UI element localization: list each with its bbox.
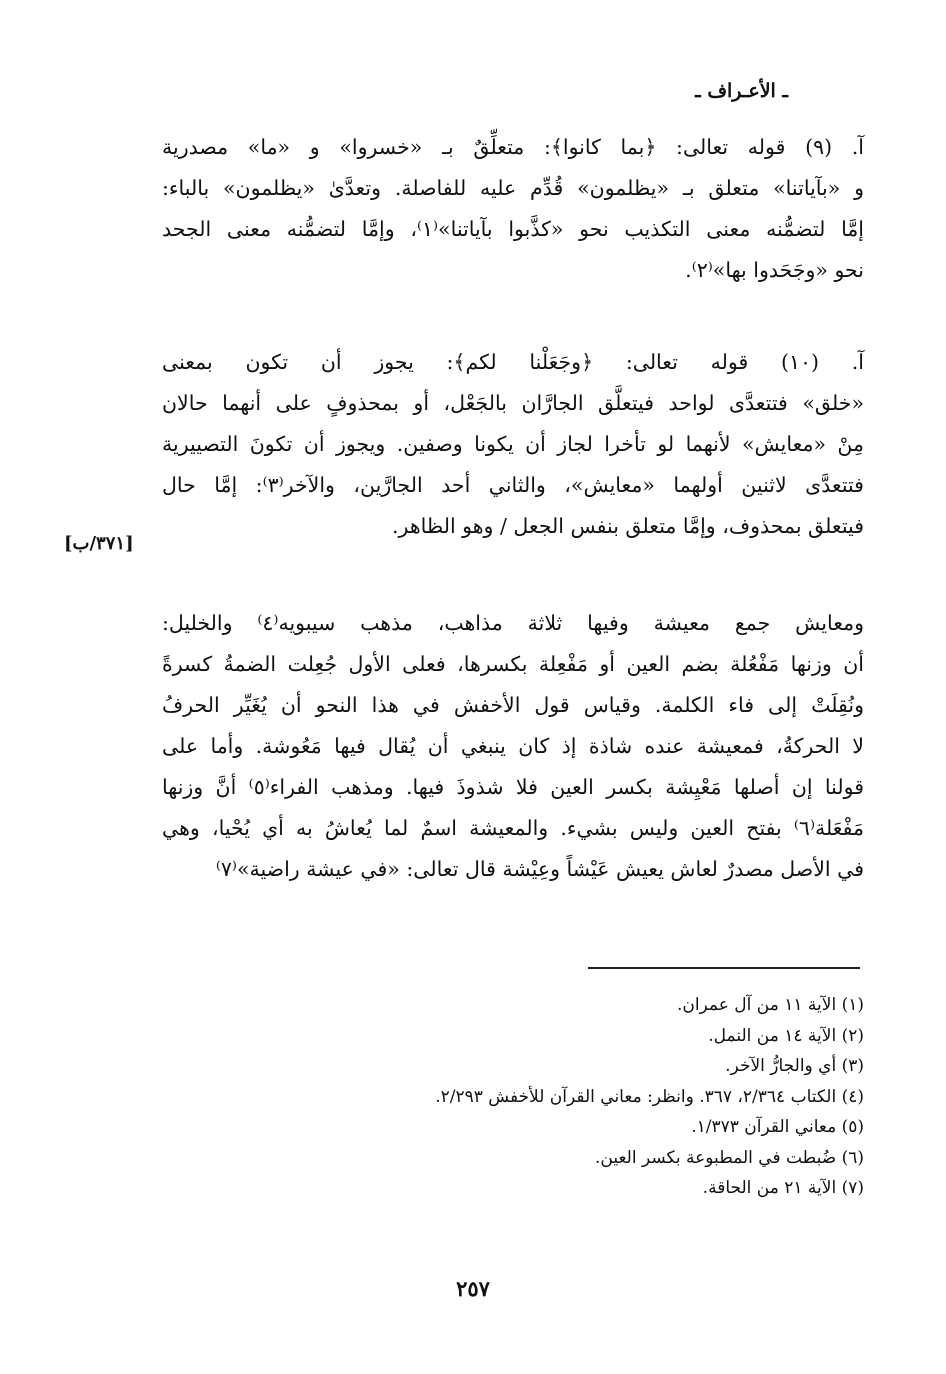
- footnote-item: (٤) الكتاب ٢/٣٦٤، ٣٦٧. وانظر: معاني القرآن للأخفش ٢/٢٩٣.: [435, 1086, 864, 1107]
- paragraph-line: و «بآياتنا» متعلق بـ «يظلمون» قُدِّم عليه للفاصلة. وتعدَّىٰ «يظلمون» بالباء:: [162, 176, 864, 200]
- paragraph-line: أن وزنها مَفْعُلة بضم العين أو مَفْعِلة بكسرها، فعلى الأول جُعِلت الضمةُ كسرةً: [162, 652, 864, 676]
- footnote-item: (١) الآية ١١ من آل عمران.: [676, 995, 864, 1015]
- page-number: ٢٥٧: [456, 1276, 490, 1301]
- running-header: ـ الأعـراف ـ: [695, 80, 788, 102]
- paragraph-line: فيتعلق بمحذوف، وإمَّا متعلق بنفس الجعل / وهو الظاهر.: [392, 514, 864, 538]
- paragraph-line: إمَّا لتضمُّنه معنى التكذيب نحو «كذَّبوا بآياتنا»⁽١⁾، وإمَّا لتضمُّنه معنى الجحد: [162, 217, 864, 241]
- paragraph-line: ومعايش جمع معيشة وفيها ثلاثة مذاهب، مذهب سيبويه⁽٤⁾ والخليل:: [162, 611, 864, 635]
- paragraph-line: آ. (١٠) قوله تعالى: ﴿وجَعَلْنا لكم﴾: يجوز أن تكون بمعنى: [162, 350, 864, 374]
- footnote-item: (٥) معاني القرآن ١/٣٧٣.: [691, 1117, 864, 1137]
- footnote-item: (٣) أي والجارُّ الآخر.: [725, 1056, 864, 1076]
- paragraph-verse-10: [162, 342, 864, 547]
- paragraph-line: مِنْ «معايش» لأنهما لو تأخرا لجاز أن يكونا وصفين. ويجوز أن تكونَ التصييرية: [162, 432, 864, 456]
- paragraph-verse-9: [162, 127, 864, 291]
- footnote-item: (٦) ضُبطت في المطبوعة بكسر العين.: [594, 1147, 864, 1168]
- footnote-separator: [588, 967, 860, 969]
- footnotes-list: [162, 990, 864, 1204]
- paragraph-maayish: [162, 603, 864, 890]
- paragraph-line: قولنا إن أصلها مَعْيِشة بكسر العين فلا شذوذَ فيها. ومذهب الفراء⁽٥⁾ أنَّ وزنها: [162, 775, 864, 799]
- paragraph-line: نحو «وجَحَدوا بها»⁽٢⁾.: [685, 258, 864, 282]
- paragraph-line: آ. (٩) قوله تعالى: ﴿بما كانوا﴾: متعلِّقٌ بـ «خسروا» و «ما» مصدرية: [162, 135, 864, 159]
- footnote-item: (٢) الآية ١٤ من النمل.: [708, 1025, 864, 1046]
- paragraph-line: في الأصل مصدرٌ لعاش يعيش عَيْشاً وعِيْشة قال تعالى: «في عيشة راضية»⁽٧⁾: [215, 857, 864, 881]
- paragraph-line: مَفْعَلة⁽٦⁾ بفتح العين وليس بشيء. والمعيشة اسمٌ لما يُعاشُ به أي يُحْيا، وهي: [162, 816, 864, 840]
- paragraph-line: «خلق» فتتعدَّى لواحد فيتعلَّق الجارَّان بالجَعْل، أو بمحذوفٍ على أنهما حالان: [162, 391, 864, 415]
- paragraph-line: لا الحركةُ، فمعيشة عنده شاذة إذ كان ينبغي أن يُقال فيها مَعُوشة. وأما على: [162, 734, 864, 758]
- paragraph-line: ونُقِلَتْ إلى فاء الكلمة. وقياس قول الأخفش في هذا النحو أن يُغَيِّر الحرفُ: [162, 693, 864, 717]
- folio-margin-note: [٣٧١/ب]: [64, 533, 134, 554]
- footnote-item: (٧) الآية ٢١ من الحاقة.: [702, 1178, 864, 1198]
- paragraph-line: فتتعدَّى لاثنين أولهما «معايش»، والثاني أحد الجارَّين، والآخر⁽٣⁾: إمَّا حال: [162, 473, 864, 497]
